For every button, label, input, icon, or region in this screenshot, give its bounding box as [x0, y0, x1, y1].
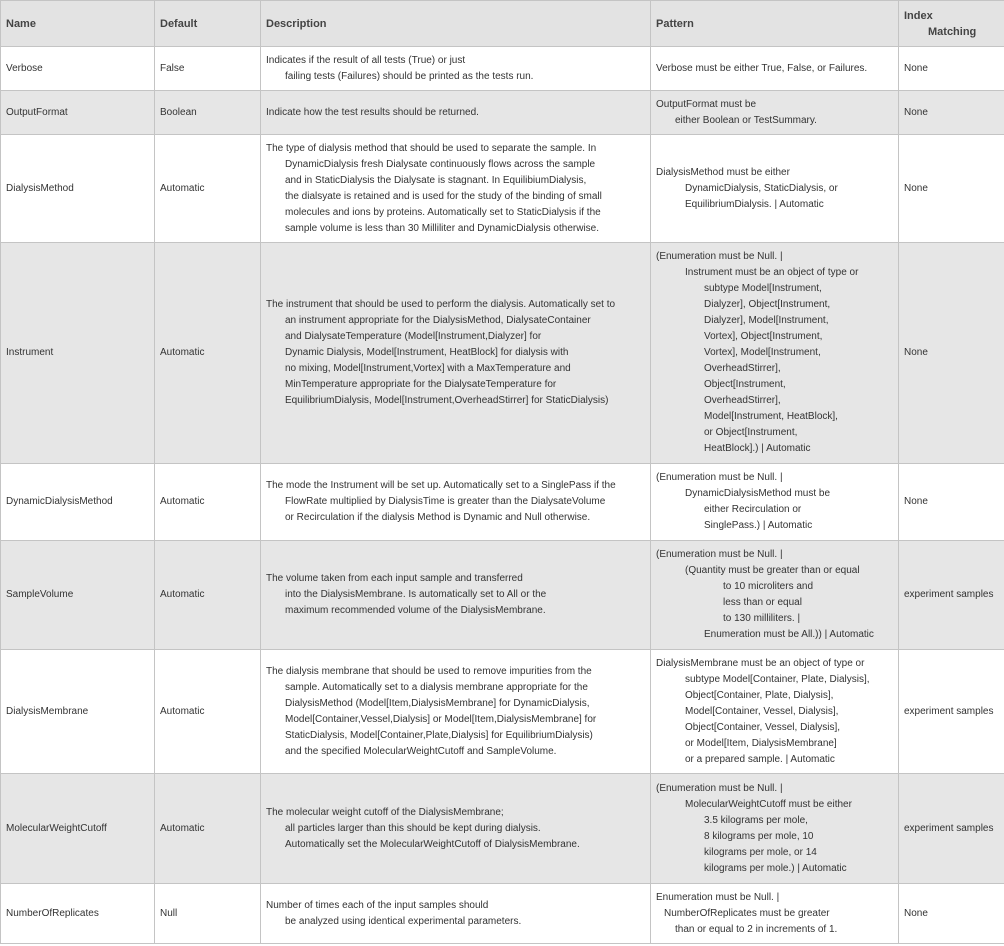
pattern-line: Dialyzer], Model[Instrument, [704, 315, 829, 326]
pattern-line: (Quantity must be greater than or equal [685, 565, 860, 576]
cell-index-matching: None [899, 243, 1004, 464]
cell-index-matching: None [899, 884, 1004, 944]
desc-line: Number of times each of the input samples should [266, 899, 489, 911]
cell-pattern [651, 464, 899, 541]
desc-line: The type of dialysis method that should be used to separate the sample. In [266, 142, 597, 154]
header-row [1, 1, 1004, 47]
cell-description [261, 464, 651, 541]
pattern-line: 3.5 kilograms per mole, [704, 814, 808, 826]
desc-line: The molecular weight cutoff of the DialysisMembrane; [266, 806, 504, 818]
cell-name: DialysisMembrane [1, 650, 155, 774]
desc-line: into the DialysisMembrane. Is automatically set to All or the [285, 589, 547, 600]
desc-line: StaticDialysis, Model[Container,Plate,Dialysis] for EquilibriumDialysis) [285, 729, 593, 741]
pattern-line: Enumeration must be All.)) | Automatic [704, 629, 874, 640]
cell-name: Instrument [1, 243, 155, 464]
cell-pattern [651, 541, 899, 650]
pattern-line: kilograms per mole, or 14 [704, 846, 817, 858]
desc-line: MinTemperature appropriate for the DialysateTemperature for [285, 379, 557, 390]
table-row-molecularweightcutoff [1, 774, 1004, 884]
desc-line: an instrument appropriate for the DialysisMethod, DialysateContainer [285, 315, 591, 326]
cell-pattern [651, 774, 899, 884]
desc-line: Model[Container,Vessel,Dialysis] or Model[Item,DialysisMembrane] for [285, 713, 597, 725]
desc-line: The mode the Instrument will be set up. Automatically set to a SinglePass if the [266, 480, 616, 491]
desc-line: all particles larger than this should be kept during dialysis. [285, 822, 541, 834]
cell-description [261, 243, 651, 464]
cell-description [261, 47, 651, 91]
pattern-line: (Enumeration must be Null. | [656, 782, 783, 794]
table-row-outputformat [1, 91, 1004, 135]
cell-default: Boolean [155, 91, 261, 135]
header-pattern: Pattern [651, 1, 899, 47]
pattern-line: or Model[Item, DialysisMembrane] [685, 737, 837, 749]
cell-name: Verbose [1, 47, 155, 91]
desc-line: or Recirculation if the dialysis Method is Dynamic and Null otherwise. [285, 512, 591, 523]
cell-index-matching: experiment samples [899, 541, 1004, 650]
cell-name: SampleVolume [1, 541, 155, 650]
cell-default: False [155, 47, 261, 91]
pattern-line: Object[Instrument, [704, 379, 786, 390]
cell-description [261, 135, 651, 243]
pattern-line: Model[Instrument, HeatBlock], [704, 411, 838, 422]
pattern-line: NumberOfReplicates must be greater [664, 907, 830, 919]
desc-line: Dynamic Dialysis, Model[Instrument, HeatBlock] for dialysis with [285, 347, 569, 358]
cell-default: Null [155, 884, 261, 944]
cell-description [261, 650, 651, 774]
pattern-line: Object[Container, Plate, Dialysis], [685, 689, 834, 701]
pattern-line: (Enumeration must be Null. | [656, 251, 783, 262]
table-row-verbose [1, 47, 1004, 91]
desc-line: sample volume is less than 30 Milliliter and DynamicDialysis otherwise. [285, 222, 600, 234]
cell-pattern [651, 884, 899, 944]
cell-pattern [651, 91, 899, 135]
desc-line: failing tests (Failures) should be printed as the tests run. [285, 70, 534, 82]
desc-line: Automatically set the MolecularWeightCutoff of DialysisMembrane. [285, 838, 580, 850]
desc-line: The volume taken from each input sample and transferred [266, 573, 523, 584]
cell-index-matching: None [899, 91, 1004, 135]
pattern-line: either Recirculation or [704, 504, 802, 515]
desc-line: FlowRate multiplied by DialysisTime is greater than the DialysateVolume [285, 496, 606, 507]
desc-line: The dialysis membrane that should be used to remove impurities from the [266, 665, 592, 677]
pattern-line: kilograms per mole.) | Automatic [704, 862, 847, 874]
pattern-line: OutputFormat must be [656, 98, 757, 110]
desc-line: Indicates if the result of all tests (True) or just [266, 54, 466, 66]
pattern-line: than or equal to 2 in increments of 1. [675, 923, 838, 935]
cell-default: Automatic [155, 243, 261, 464]
header-description: Description [261, 1, 651, 47]
header-index-matching [899, 1, 1004, 47]
pattern-line: subtype Model[Instrument, [704, 283, 822, 294]
cell-default: Automatic [155, 541, 261, 650]
cell-index-matching: experiment samples [899, 774, 1004, 884]
cell-name: NumberOfReplicates [1, 884, 155, 944]
table-row-dialysismembrane [1, 650, 1004, 774]
pattern-line: to 10 microliters and [723, 581, 814, 592]
pattern-line: MolecularWeightCutoff must be either [685, 798, 852, 810]
pattern-line: Vortex], Model[Instrument, [704, 347, 821, 358]
header-default: Default [155, 1, 261, 47]
desc-line: and in StaticDialysis the Dialysate is stagnant. In EquilibiumDialysis, [285, 174, 587, 186]
pattern-line: less than or equal [723, 597, 802, 608]
pattern-line: to 130 milliliters. | [723, 613, 801, 624]
table-row-instrument [1, 243, 1004, 464]
cell-name: DialysisMethod [1, 135, 155, 243]
cell-default: Automatic [155, 135, 261, 243]
pattern-line: DialysisMembrane must be an object of type or [656, 657, 865, 669]
desc-line: and DialysateTemperature (Model[Instrument,Dialyzer] for [285, 331, 542, 342]
desc-line: no mixing, Model[Instrument,Vortex] with a MaxTemperature and [285, 363, 571, 374]
pattern-line: subtype Model[Container, Plate, Dialysis], [685, 673, 870, 685]
cell-index-matching: None [899, 47, 1004, 91]
cell-index-matching: experiment samples [899, 650, 1004, 774]
pattern-line: OverheadStirrer], [704, 363, 781, 374]
pattern-line: or Object[Instrument, [704, 427, 798, 438]
desc-line: the dialsyate is retained and is used for the study of the binding of small [285, 190, 602, 202]
pattern-line: DialysisMethod must be either [656, 166, 790, 178]
pattern-line: Object[Container, Vessel, Dialysis], [685, 721, 841, 733]
cell-description [261, 884, 651, 944]
cell-description [261, 91, 651, 135]
cell-pattern [651, 47, 899, 91]
cell-pattern [651, 243, 899, 464]
pattern-line: Instrument must be an object of type or [685, 267, 859, 278]
desc-line: be analyzed using identical experimental parameters. [285, 915, 522, 927]
table-row-numberofreplicates [1, 884, 1004, 944]
pattern-line: Dialyzer], Object[Instrument, [704, 299, 831, 310]
desc-line: DialysisMethod (Model[Item,DialysisMembrane] for DynamicDialysis, [285, 697, 590, 709]
desc-line: maximum recommended volume of the DialysisMembrane. [285, 605, 546, 616]
pattern-line: Verbose must be either True, False, or Failures. [656, 62, 868, 74]
desc-line: molecules and ions by proteins. Automatically set to StaticDialysis if the [285, 206, 601, 218]
table-row-dynamicdialysismethod [1, 464, 1004, 541]
cell-name: OutputFormat [1, 91, 155, 135]
pattern-line: 8 kilograms per mole, 10 [704, 830, 814, 842]
table-row-dialysismethod [1, 135, 1004, 243]
header-index-line1: Index [904, 9, 933, 22]
header-name: Name [1, 1, 155, 47]
cell-default: Automatic [155, 464, 261, 541]
table-row-samplevolume [1, 541, 1004, 650]
pattern-line: Model[Container, Vessel, Dialysis], [685, 705, 839, 717]
cell-description [261, 774, 651, 884]
cell-default: Automatic [155, 650, 261, 774]
pattern-line: EquilibriumDialysis. | Automatic [685, 198, 824, 210]
cell-description [261, 541, 651, 650]
desc-line: EquilibriumDialysis, Model[Instrument,OverheadStirrer] for StaticDialysis) [285, 395, 609, 406]
pattern-line: either Boolean or TestSummary. [675, 114, 817, 126]
cell-default: Automatic [155, 774, 261, 884]
pattern-line: Vortex], Object[Instrument, [704, 331, 823, 342]
pattern-line: DynamicDialysis, StaticDialysis, or [685, 182, 838, 194]
pattern-line: SinglePass.) | Automatic [704, 520, 813, 531]
desc-line: and the specified MolecularWeightCutoff and SampleVolume. [285, 745, 557, 757]
pattern-line: Enumeration must be Null. | [656, 891, 780, 903]
desc-line: sample. Automatically set to a dialysis membrane appropriate for the [285, 681, 588, 693]
cell-pattern [651, 650, 899, 774]
cell-index-matching: None [899, 464, 1004, 541]
pattern-line: (Enumeration must be Null. | [656, 549, 783, 560]
desc-line: DynamicDialysis fresh Dialysate continuously flows across the sample [285, 158, 596, 170]
pattern-line: or a prepared sample. | Automatic [685, 753, 835, 765]
cell-pattern [651, 135, 899, 243]
cell-name: MolecularWeightCutoff [1, 774, 155, 884]
header-index-line2: Matching [928, 25, 977, 38]
pattern-line: (Enumeration must be Null. | [656, 472, 783, 483]
cell-name: DynamicDialysisMethod [1, 464, 155, 541]
pattern-line: HeatBlock].) | Automatic [704, 443, 811, 454]
desc-line: The instrument that should be used to perform the dialysis. Automatically set to [266, 299, 616, 310]
desc-line: Indicate how the test results should be returned. [266, 106, 479, 118]
cell-index-matching: None [899, 135, 1004, 243]
pattern-line: DynamicDialysisMethod must be [685, 488, 831, 499]
pattern-line: OverheadStirrer], [704, 395, 781, 406]
